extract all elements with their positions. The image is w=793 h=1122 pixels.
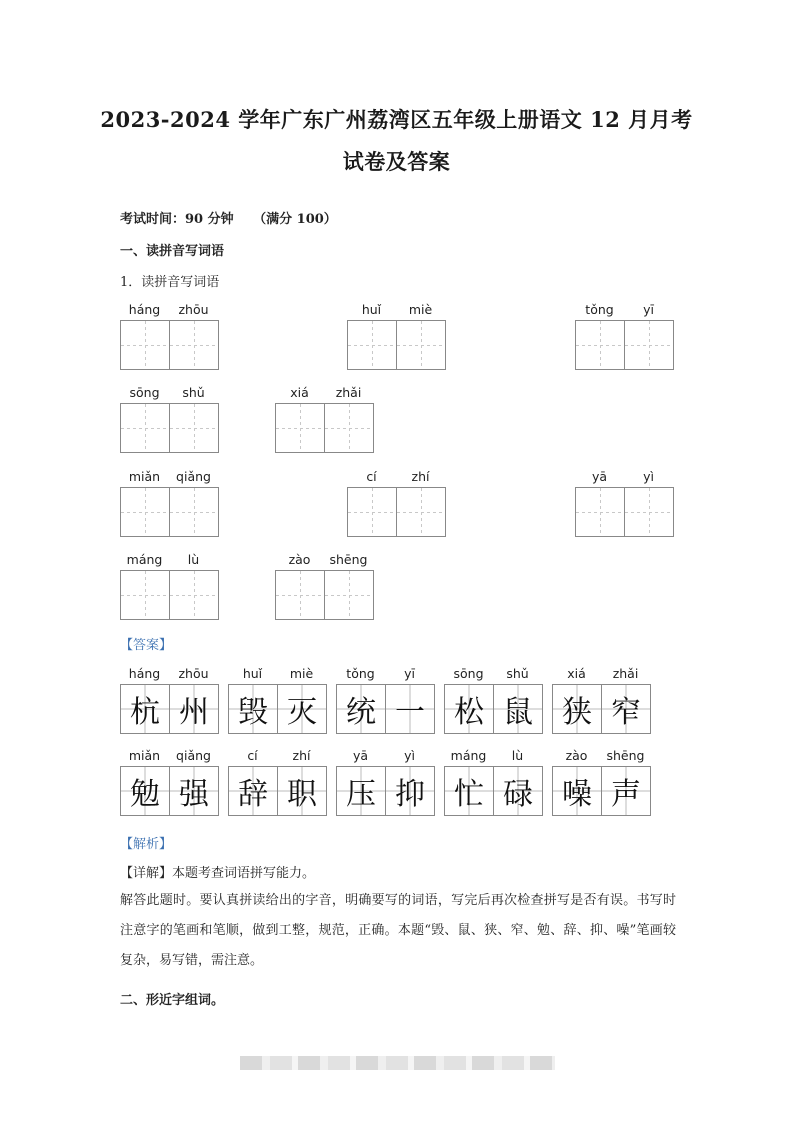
answer-char-box <box>444 766 494 816</box>
section2-heading: 二、形近字组词。 <box>120 993 225 1008</box>
writing-box[interactable] <box>396 320 446 370</box>
pinyin-label: yì <box>404 748 415 763</box>
answer-char: 压 <box>346 777 376 812</box>
answer-char: 抑 <box>395 777 425 812</box>
answer-char: 毁 <box>238 695 268 730</box>
analysis-paragraph: 解答此题时。要认真拼读给出的字音，明确要写的词语，写完后再次检查拼写是否有误。书写时注意字的笔画和笔顺，做到工整，规范，正确。本题“毁、鼠、狭、窄、勉、辞、抑、噪”笔画较复杂，易写错，需注意。 <box>120 893 676 968</box>
footer-watermark <box>240 1056 555 1070</box>
writing-box[interactable] <box>169 570 219 620</box>
answer-char-box <box>552 766 602 816</box>
answer-char: 统 <box>346 695 376 730</box>
title-line-2: 试卷及答案 <box>342 149 451 174</box>
answer-char-box <box>601 766 651 816</box>
pinyin-label: máng <box>126 552 163 567</box>
answer-char-box <box>385 684 435 734</box>
answer-char: 强 <box>179 777 209 812</box>
answer-char-box <box>385 766 435 816</box>
pinyin-label: tǒng <box>346 666 375 681</box>
writing-box[interactable] <box>624 320 674 370</box>
answer-label: 【答案】 <box>120 638 173 653</box>
pinyin-label: zhōu <box>178 666 209 681</box>
answer-char: 勉 <box>130 777 160 812</box>
pinyin-label: cí <box>247 748 258 763</box>
pinyin-label: zhí <box>292 748 311 763</box>
writing-box[interactable] <box>347 487 397 537</box>
writing-box[interactable] <box>324 570 374 620</box>
pinyin-label: cí <box>366 469 377 484</box>
section1-heading: 一、读拼音写词语 <box>120 244 225 259</box>
answer-char-box <box>228 684 278 734</box>
answer-char-box <box>493 766 543 816</box>
pinyin-label: máng <box>450 748 487 763</box>
pinyin-label: yā <box>591 469 608 484</box>
pinyin-label: lù <box>511 748 524 763</box>
pinyin-label: yī <box>643 302 654 317</box>
answer-char: 碌 <box>503 777 533 812</box>
writing-box[interactable] <box>324 403 374 453</box>
pinyin-label: zhōu <box>178 302 209 317</box>
answer-char-box <box>228 766 278 816</box>
answer-char: 灭 <box>287 695 317 730</box>
pinyin-label: huǐ <box>361 302 382 317</box>
writing-box[interactable] <box>169 487 219 537</box>
writing-box[interactable] <box>575 320 625 370</box>
pinyin-label: sōng <box>453 666 484 681</box>
pinyin-label: zhǎi <box>612 666 639 681</box>
writing-box[interactable] <box>169 320 219 370</box>
answer-char: 一 <box>395 695 425 730</box>
pinyin-label: yā <box>352 748 369 763</box>
pinyin-label: huǐ <box>242 666 263 681</box>
answer-char-box <box>120 684 170 734</box>
writing-box[interactable] <box>575 487 625 537</box>
pinyin-label: shēng <box>606 748 645 763</box>
answer-char: 鼠 <box>503 695 533 730</box>
answer-char-box <box>169 684 219 734</box>
answer-char-box <box>601 684 651 734</box>
answer-char: 松 <box>454 695 484 730</box>
pinyin-label: miǎn <box>128 469 161 484</box>
pinyin-label: zhǎi <box>335 385 362 400</box>
pinyin-label: zào <box>288 552 311 567</box>
pinyin-label: miè <box>289 666 314 681</box>
writing-box[interactable] <box>275 570 325 620</box>
pinyin-label: háng <box>128 302 161 317</box>
pinyin-label: yī <box>404 666 415 681</box>
answer-char: 职 <box>287 777 317 812</box>
answer-char-box <box>336 766 386 816</box>
pinyin-label: yì <box>643 469 654 484</box>
pinyin-label: tǒng <box>585 302 614 317</box>
pinyin-label: sōng <box>129 385 160 400</box>
answer-char-box <box>277 766 327 816</box>
title-line-1: 2023-2024 学年广东广州荔湾区五年级上册语文 12 月月考 <box>100 107 693 132</box>
pinyin-label: shǔ <box>182 385 205 400</box>
pinyin-label: miǎn <box>128 748 161 763</box>
pinyin-label: qiǎng <box>176 748 211 763</box>
exam-info: 考试时间：90 分钟 （满分 100） <box>120 212 337 227</box>
writing-box[interactable] <box>347 320 397 370</box>
writing-box[interactable] <box>120 403 170 453</box>
answer-char: 辞 <box>238 777 268 812</box>
answer-char-box <box>552 684 602 734</box>
pinyin-label: qiǎng <box>176 469 211 484</box>
writing-box[interactable] <box>169 403 219 453</box>
answer-char: 杭 <box>130 695 160 730</box>
writing-box[interactable] <box>120 487 170 537</box>
writing-box[interactable] <box>120 320 170 370</box>
answer-char: 噪 <box>562 777 592 812</box>
answer-char: 忙 <box>454 777 484 812</box>
pinyin-label: shǔ <box>506 666 529 681</box>
analysis-detail: 【详解】本题考查词语拼写能力。 <box>120 866 316 881</box>
answer-char-box <box>277 684 327 734</box>
answer-char: 窄 <box>611 695 641 730</box>
writing-box[interactable] <box>275 403 325 453</box>
pinyin-label: háng <box>128 666 161 681</box>
writing-box[interactable] <box>396 487 446 537</box>
writing-box[interactable] <box>120 570 170 620</box>
pinyin-label: miè <box>408 302 433 317</box>
question-1: 1．读拼音写词语 <box>120 275 220 290</box>
answer-char: 州 <box>179 695 209 730</box>
pinyin-label: shēng <box>329 552 368 567</box>
pinyin-label: zào <box>565 748 588 763</box>
writing-box[interactable] <box>624 487 674 537</box>
answer-char-box <box>444 684 494 734</box>
analysis-label: 【解析】 <box>120 837 173 852</box>
pinyin-label: xiá <box>567 666 586 681</box>
answer-char-box <box>493 684 543 734</box>
answer-char: 狭 <box>562 695 592 730</box>
answer-char-box <box>169 766 219 816</box>
pinyin-label: xiá <box>290 385 309 400</box>
answer-char: 声 <box>611 777 641 812</box>
answer-char-box <box>336 684 386 734</box>
answer-char-box <box>120 766 170 816</box>
pinyin-label: zhí <box>411 469 430 484</box>
pinyin-label: lù <box>187 552 200 567</box>
